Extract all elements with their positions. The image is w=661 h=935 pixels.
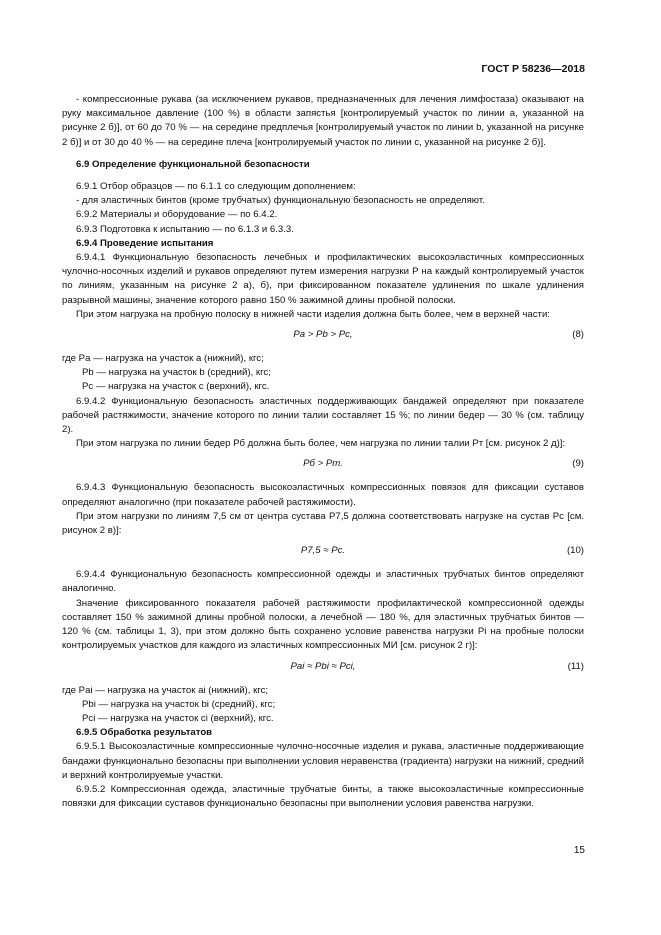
paragraph: - компрессионные рукава (за исключением рукавов, предназначенных для лечения лимфостаза) оказывают на руку максимальное давление (100 %) в области запястья [контролируемый участок по линии a, указанной на рисунке 2 б)], от 60 до 70 % — на середине предплечья [контролируемый участок по линии b, указанной на рисунке 2 б)] и от 30 до 40 % — на середине плеча [контролируемый участок по линии c, указанной на рисунке 2 б)]. bbox=[62, 94, 584, 148]
formula-10 bbox=[62, 544, 584, 560]
formula-8 bbox=[62, 328, 584, 344]
paragraph: 6.9.5.1 Высокоэластичные компрессионные чулочно-носочные изделия и рукава, эластичные поддерживающие бандажи функционально безопасны при выполнении условия неравенства (градиента) нагрузки на нижний, средний и верхний контролируемые участки. bbox=[62, 741, 584, 781]
paragraph: 6.9.4.1 Функциональную безопасность лечебных и профилактических высокоэластичных компрессионных чулочно-носочных изделий и рукавов определяют путем измерения нагрузки P на каждый контролируемый участок по линиям, указанным на рисунке 2 а), б), при фиксированном показателе удлинения по шкале удлинения разрывной машины, значение которого равно 150 % зажимной длины пробной полоски. bbox=[62, 252, 584, 306]
where-list bbox=[62, 684, 584, 727]
paragraph: При этом нагрузки по линиям 7,5 см от центра сустава P7,5 должна соответствовать нагрузке на сустав Pc [см. рисунок 2 в)]: bbox=[62, 510, 584, 537]
paragraph: При этом нагрузка по линии бедер Pб должна быть более, чем нагрузка по линии талии Pт [см. рисунок 2 д)]: bbox=[76, 438, 566, 450]
section-heading: 6.9.5 Обработка результатов bbox=[76, 727, 213, 739]
page-number: 15 bbox=[573, 845, 585, 856]
formula-11 bbox=[62, 660, 584, 676]
formula-expression: Pa > Pb > Pc, bbox=[293, 329, 353, 341]
paragraph: 6.9.4.2 Функциональную безопасность эластичных поддерживающих бандажей определяют при показателе рабочей растяжимости, значение которого по линии талии составляет 15 %; по линии бедер — 30 % (см. таблицу 2). bbox=[62, 395, 584, 436]
formula-number: (10) bbox=[566, 545, 584, 557]
paragraph: Значение фиксированного показателя рабочей растяжимости профилактической компрессионной одежды составляет 150 % зажимной длины пробной полоски, а лечебной — 180 %, для эластичных трубчатых бинтов — 120 % (см. таблицы 1, 3), при этом должно быть сохранено условие равенства нагрузки Pi на пробные полоски контролируемых участков для каждого из эластичных компрессионных МИ [см. рисунок 2 г)]: bbox=[62, 597, 584, 652]
where-item: Pbi — нагрузка на участок bi (средний), кгс; bbox=[82, 698, 276, 710]
where-list bbox=[62, 352, 584, 395]
page-content bbox=[62, 93, 584, 811]
paragraph: 6.9.3 Подготовка к испытанию — по 6.1.3 и 6.3.3. bbox=[76, 223, 294, 235]
paragraph: 6.9.1 Отбор образцов — по 6.1.1 со следующим дополнением: bbox=[76, 181, 356, 193]
paragraph: 6.9.5.2 Компрессионная одежда, эластичные трубчатые бинты, а также высокоэластичные компрессионные повязки для фиксации суставов функционально безопасны при выполнении условия равенства нагрузки. bbox=[62, 783, 584, 810]
where-item: Pci — нагрузка на участок ci (верхний), кгс. bbox=[82, 712, 274, 724]
formula-expression: P7,5 ≈ Pc. bbox=[300, 545, 346, 557]
paragraph: - для эластичных бинтов (кроме трубчатых) функциональную безопасность не определяют. bbox=[76, 195, 485, 207]
paragraph: 6.9.2 Материалы и оборудование — по 6.4.2. bbox=[76, 209, 278, 221]
where-item: Pc — нагрузка на участок c (верхний), кгс. bbox=[82, 381, 270, 393]
where-item: где Pa — нагрузка на участок a (нижний), кгс; bbox=[62, 353, 264, 365]
section-heading: 6.9.4 Проведение испытания bbox=[76, 237, 214, 249]
formula-9 bbox=[62, 457, 584, 473]
paragraph: 6.9.4.3 Функциональную безопасность высокоэластичных компрессионных повязок для фиксации суставов определяют аналогично (при показателе рабочей растяжимости). bbox=[62, 482, 584, 508]
formula-expression: Pб > Pт. bbox=[303, 458, 343, 470]
formula-number: (9) bbox=[572, 458, 584, 470]
paragraph: 6.9.4.4 Функциональную безопасность компрессионной одежды и эластичных трубчатых бинтов определяют аналогично. bbox=[62, 569, 584, 595]
formula-expression: Pai ≈ Pbi ≈ Pci, bbox=[290, 660, 356, 672]
formula-number: (11) bbox=[567, 660, 584, 672]
document-header: ГОСТ Р 58236—2018 bbox=[481, 63, 585, 75]
section-heading: 6.9 Определение функциональной безопасности bbox=[76, 158, 310, 170]
where-item: где Pai — нагрузка на участок ai (нижний), кгс; bbox=[62, 684, 269, 696]
formula-number: (8) bbox=[572, 329, 584, 341]
where-item: Pb — нагрузка на участок b (средний), кгс; bbox=[82, 367, 271, 379]
paragraph: При этом нагрузка на пробную полоску в нижней части изделия должна быть более, чем в верхней части: bbox=[76, 308, 550, 320]
